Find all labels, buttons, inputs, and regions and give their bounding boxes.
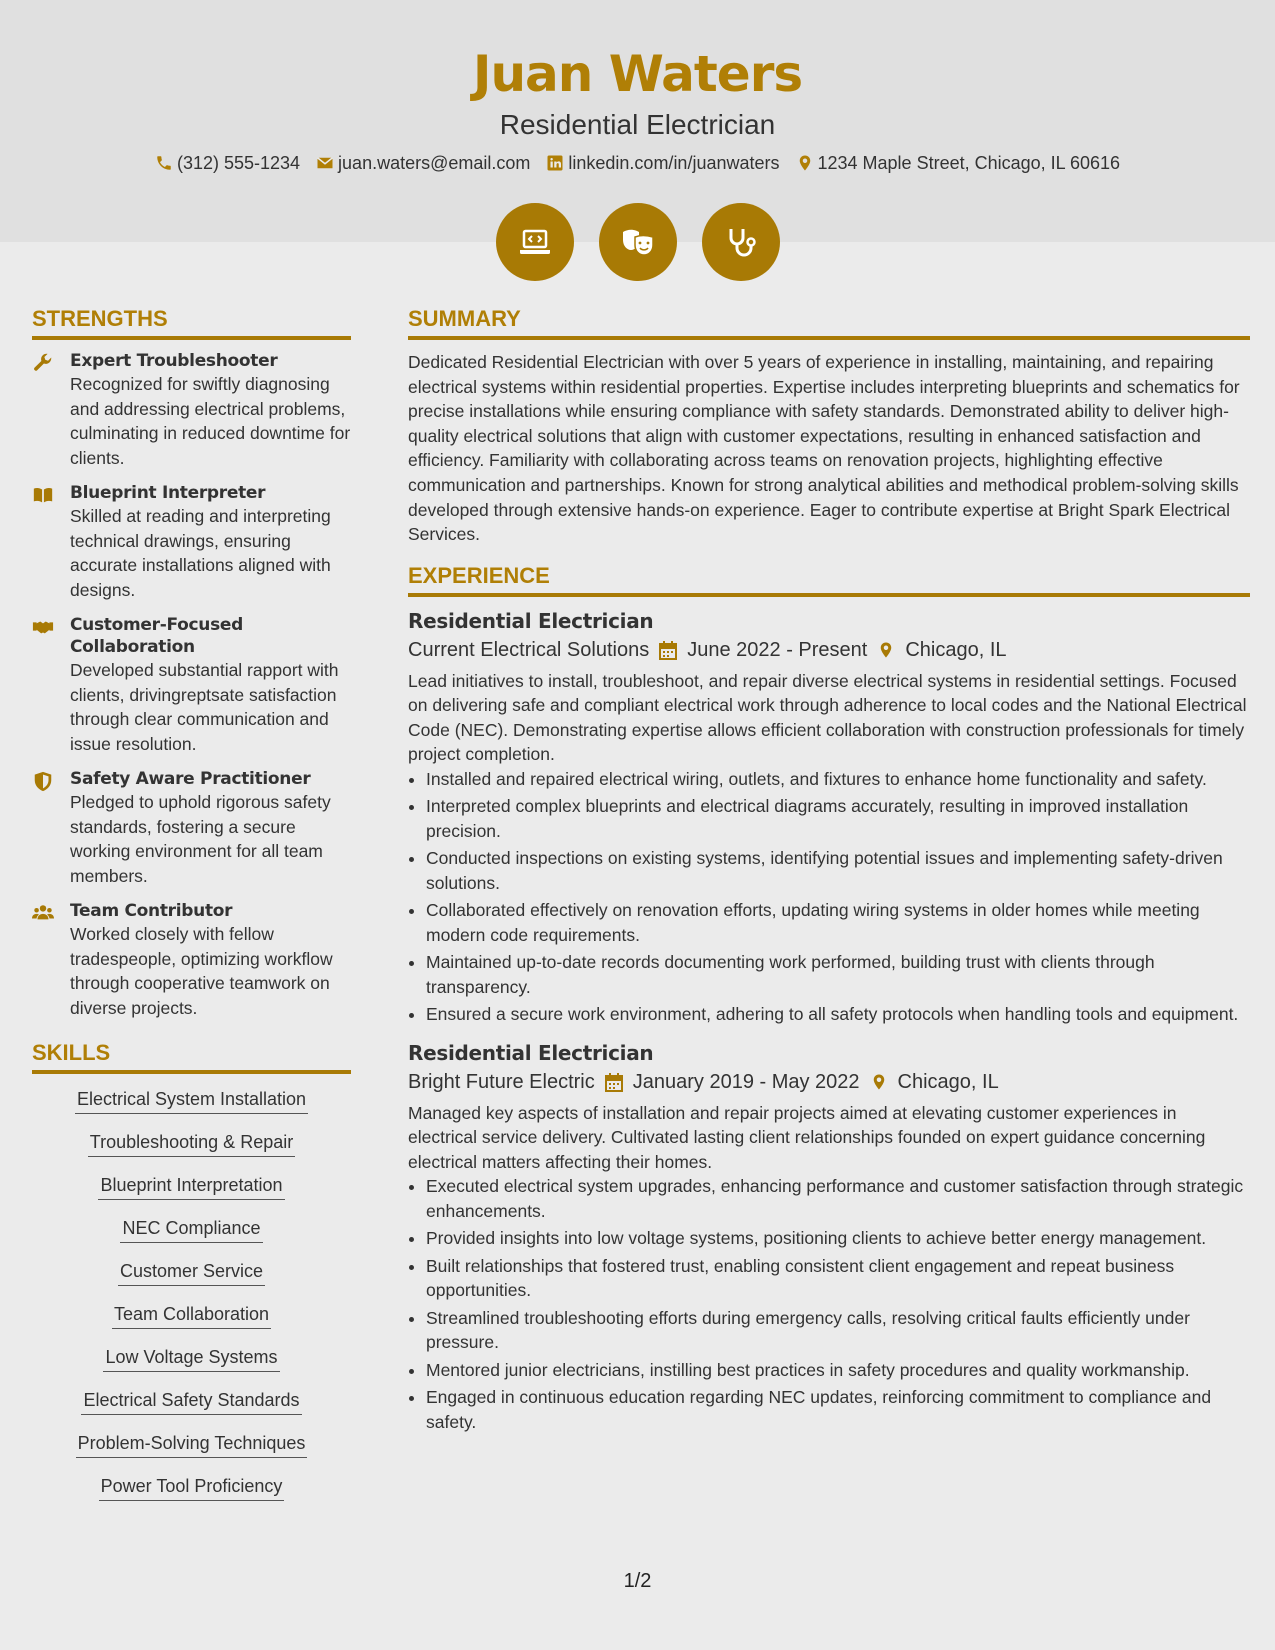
laptop-code-icon [515,222,555,262]
strength-item [32,482,351,602]
strength-item [32,768,351,888]
strength-title: Team Contributor [70,901,233,921]
page-number: 1/2 [623,1570,652,1592]
job-bullet: • Streamlined troubleshooting efforts during emergency calls, resolving critical faults efficiently under pressure. [426,1306,1250,1355]
users-icon [32,902,54,924]
job-company: Bright Future Electric [408,1070,595,1093]
strength-desc: Developed substantial rapport with clients, drivingreptsate satisfaction through clear communication and issue resolution. [70,660,339,754]
strength-title: Blueprint Interpreter [70,483,266,503]
job-bullet: • Installed and repaired electrical wiring, outlets, and fixtures to enhance home functionality and safety. [426,767,1250,792]
skill-item: Blueprint Interpretation [98,1174,284,1200]
experience-heading: EXPERIENCE [408,563,1250,597]
calendar-icon [605,1072,623,1092]
job-dates: June 2022 - Present [687,638,868,661]
strength-title: Expert Troubleshooter [70,351,278,371]
book-icon [32,484,54,506]
map-pin-icon [796,154,814,172]
job-description: Managed key aspects of installation and repair projects aimed at elevating customer experiences in electrical service delivery. Cultivated lasting client relationships founded on expert guidance concerning electrical matters affecting their homes. [408,1102,1206,1172]
skill-item: NEC Compliance [120,1217,262,1243]
map-pin-icon [870,1072,888,1092]
stethoscope-icon [721,222,761,262]
handshake-icon [32,616,54,638]
job-bullet: • Maintained up-to-date records documenting work performed, building trust with clients through transparency. [426,950,1250,999]
contact-address [796,151,1121,175]
address-text: 1234 Maple Street, Chicago, IL 60616 [817,153,1121,173]
skill-item: Low Voltage Systems [103,1346,279,1372]
job-role: Residential Electrician [408,608,654,633]
candidate-name: Juan Waters [472,45,803,103]
strength-desc: Recognized for swiftly diagnosing and addressing electrical problems, culminating in reduced downtime for clients. [70,374,351,468]
strength-item [32,614,351,756]
linkedin-text: linkedin.com/in/juanwaters [568,153,780,173]
skill-item: Power Tool Proficiency [99,1475,285,1501]
job-bullet: • Conducted inspections on existing systems, identifying potential issues and implementing safety-driven solutions. [426,846,1250,895]
strength-desc: Pledged to uphold rigorous safety standards, fostering a secure working environment for all team members. [70,792,331,886]
job-bullet: • Mentored junior electricians, instilling best practices in safety procedures and quality workmanship. [426,1358,1250,1383]
job-bullet: • Ensured a secure work environment, adhering to all safety protocols when handling tools and equipment. [426,1002,1250,1027]
job-bullet: • Provided insights into low voltage systems, positioning clients to achieve better energy management. [426,1226,1250,1251]
strength-desc: Skilled at reading and interpreting technical drawings, ensuring accurate installations aligned with designs. [70,506,331,600]
job-entry [408,607,1250,1027]
skill-item: Problem-Solving Techniques [76,1432,308,1458]
contact-phone[interactable] [155,151,300,175]
shield-icon [32,770,54,792]
job-entry [408,1039,1250,1435]
job-bullet: • Interpreted complex blueprints and electrical diagrams accurately, resulting in improved installation precision. [426,794,1250,843]
map-pin-icon [877,640,895,660]
right-column [408,306,1250,1446]
job-dates: January 2019 - May 2022 [632,1070,860,1093]
wrench-icon [32,352,54,374]
strengths-heading: STRENGTHS [32,306,351,340]
job-bullet: • Collaborated effectively on renovation efforts, updating wiring systems in older homes while meeting modern code requirements. [426,898,1250,947]
strength-title: Customer-Focused Collaboration [70,615,243,657]
job-meta [408,635,1250,665]
job-meta [408,1067,1250,1097]
linkedin-icon [546,154,564,172]
theater-masks-icon [618,222,658,262]
skill-item: Troubleshooting & Repair [88,1131,295,1157]
summary-heading: SUMMARY [408,306,1250,340]
interest-circle [702,203,780,281]
candidate-title: Residential Electrician [499,109,776,140]
job-location: Chicago, IL [897,1070,999,1093]
strength-title: Safety Aware Practitioner [70,769,311,789]
skill-item: Customer Service [118,1260,265,1286]
email-text: juan.waters@email.com [338,153,531,173]
skill-item: Team Collaboration [112,1303,271,1329]
envelope-icon [316,154,334,172]
skill-item: Electrical Safety Standards [81,1389,301,1415]
strength-item [32,350,351,470]
job-location: Chicago, IL [905,638,1007,661]
job-bullets [408,1174,1250,1434]
job-role: Residential Electrician [408,1040,654,1065]
skills-list [32,1088,351,1518]
contact-email[interactable] [316,151,530,175]
skill-item: Electrical System Installation [75,1088,308,1114]
phone-icon [155,154,173,172]
job-bullets [408,767,1250,1027]
strength-item [32,900,351,1020]
skills-heading: SKILLS [32,1040,351,1074]
interest-icons [0,203,1275,281]
job-bullet: • Engaged in continuous education regarding NEC updates, reinforcing commitment to compliance and safety. [426,1385,1250,1434]
interest-circle [599,203,677,281]
job-bullet: • Executed electrical system upgrades, enhancing performance and customer satisfaction through strategic enhancements. [426,1174,1250,1223]
strength-desc: Worked closely with fellow tradespeople, optimizing workflow through cooperative teamwork on diverse projects. [70,924,333,1018]
job-description: Lead initiatives to install, troubleshoot, and repair diverse electrical systems in residential settings. Focused on delivering safe and compliant electrical work through adherence to local codes and the National Electrical Code (NEC). Demonstrating expertise allows efficient collaboration with construction professionals for timely project completion. [408,670,1247,765]
interest-circle [496,203,574,281]
contact-linkedin[interactable] [546,151,779,175]
phone-text: (312) 555-1234 [176,153,301,173]
contact-bar [0,151,1275,175]
left-column [32,306,351,1518]
summary-text: Dedicated Residential Electrician with over 5 years of experience in installing, maintaining, and repairing electrical systems within residential properties. Expertise includes interpreting blueprints and schematics for precise installations while ensuring compliance with safety standards. Demonstrated ability to deliver high-quality electrical solutions that align with customer expectations, resulting in enhanced satisfaction and efficiency. Familiarity with collaborating across teams on renovation projects, highlighting effective communication and partnerships. Known for strong analytical abilities and methodical problem-solving skills developed through extensive hands-on experience. Eager to contribute expertise at Bright Spark Electrical Services. [408,352,1240,545]
job-bullet: • Built relationships that fostered trust, enabling consistent client engagement and repeat business opportunities. [426,1254,1250,1303]
job-company: Current Electrical Solutions [408,638,650,661]
calendar-icon [659,640,677,660]
